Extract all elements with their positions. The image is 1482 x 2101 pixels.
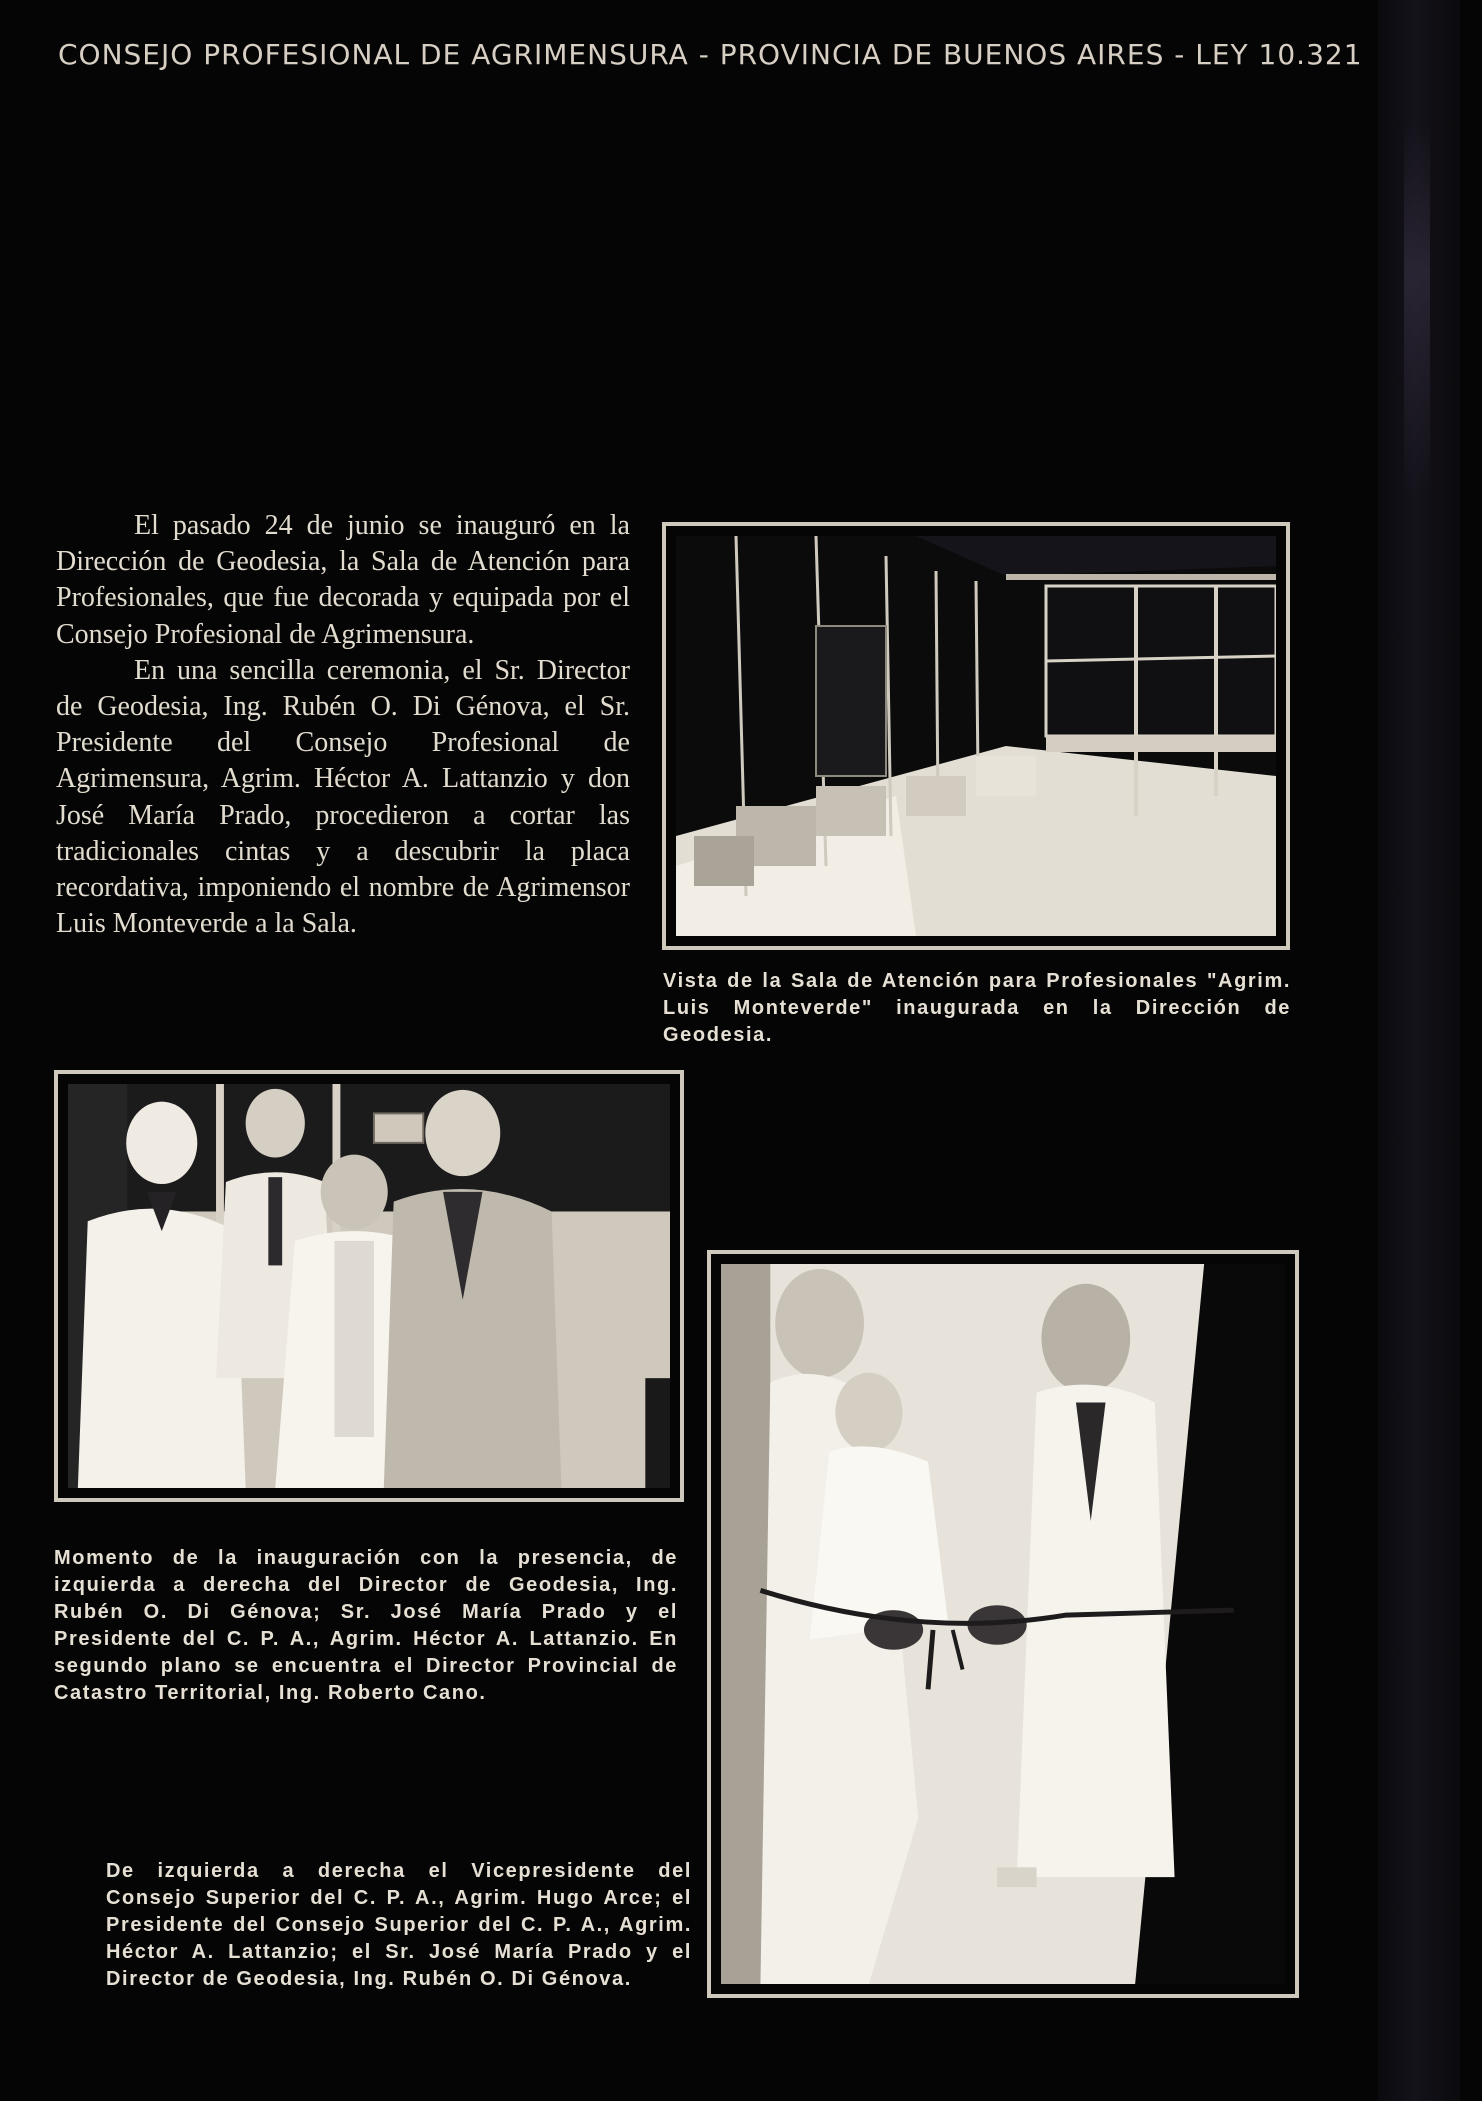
ribbon-photo-image [721, 1264, 1285, 1984]
footer-faint-text [820, 2030, 1300, 2060]
ribbon-photo-caption: De izquierda a derecha el Vicepresidente del Consejo Superior del C. P. A., Agrim. Hugo Arce; el Presidente del Consejo Superior del C. P. A., Agrim. Héctor A. Lattanzio; el Sr. José María Prado y el Director de Geodesia, Ing. Rubén O. Di Génova. [106, 1860, 692, 1990]
ribbon-photo [707, 1250, 1299, 1998]
room-photo [662, 522, 1290, 950]
group-photo-caption: Momento de la inauguración con la presencia, de izquierda a derecha del Director de Geodesia, Ing. Rubén O. Di Génova; Sr. José María Prado y el Presidente del C. P. A., Agrim. Héctor A. Lattanzio. En segundo plano se encuentra el Director Provincial de Catastro Territorial, Ing. Roberto Cano. [54, 1547, 678, 1704]
room-photo-caption: Vista de la Sala de Atención para Profesionales "Agrim. Luis Monteverde" inaugurada en la Dirección de Geodesia. [663, 970, 1291, 1046]
page-header: CONSEJO PROFESIONAL DE AGRIMENSURA - PROVINCIA DE BUENOS AIRES - LEY 10.321 [58, 38, 1363, 71]
article-paragraph-1: El pasado 24 de junio se inauguró en la Dirección de Geodesia, la Sala de Atención para Profesionales, que fue decorada y equipada por el Consejo Profesional de Agrimensura. [56, 510, 630, 650]
article-body [56, 508, 630, 942]
room-photo-image [676, 536, 1276, 936]
group-photo [54, 1070, 684, 1502]
group-photo-image [68, 1084, 670, 1488]
page-edge-glow [1404, 120, 1430, 500]
article-paragraph-2: En una sencilla ceremonia, el Sr. Director de Geodesia, Ing. Rubén O. Di Génova, el Sr. Presidente del Consejo Profesional de Agrimensura, Agrim. Héctor A. Lattanzio y don José María Prado, procedieron a cortar las tradicionales cintas y a descubrir la placa recordativa, imponiendo el nombre de Agrimensor Luis Monteverde a la Sala. [56, 654, 630, 940]
